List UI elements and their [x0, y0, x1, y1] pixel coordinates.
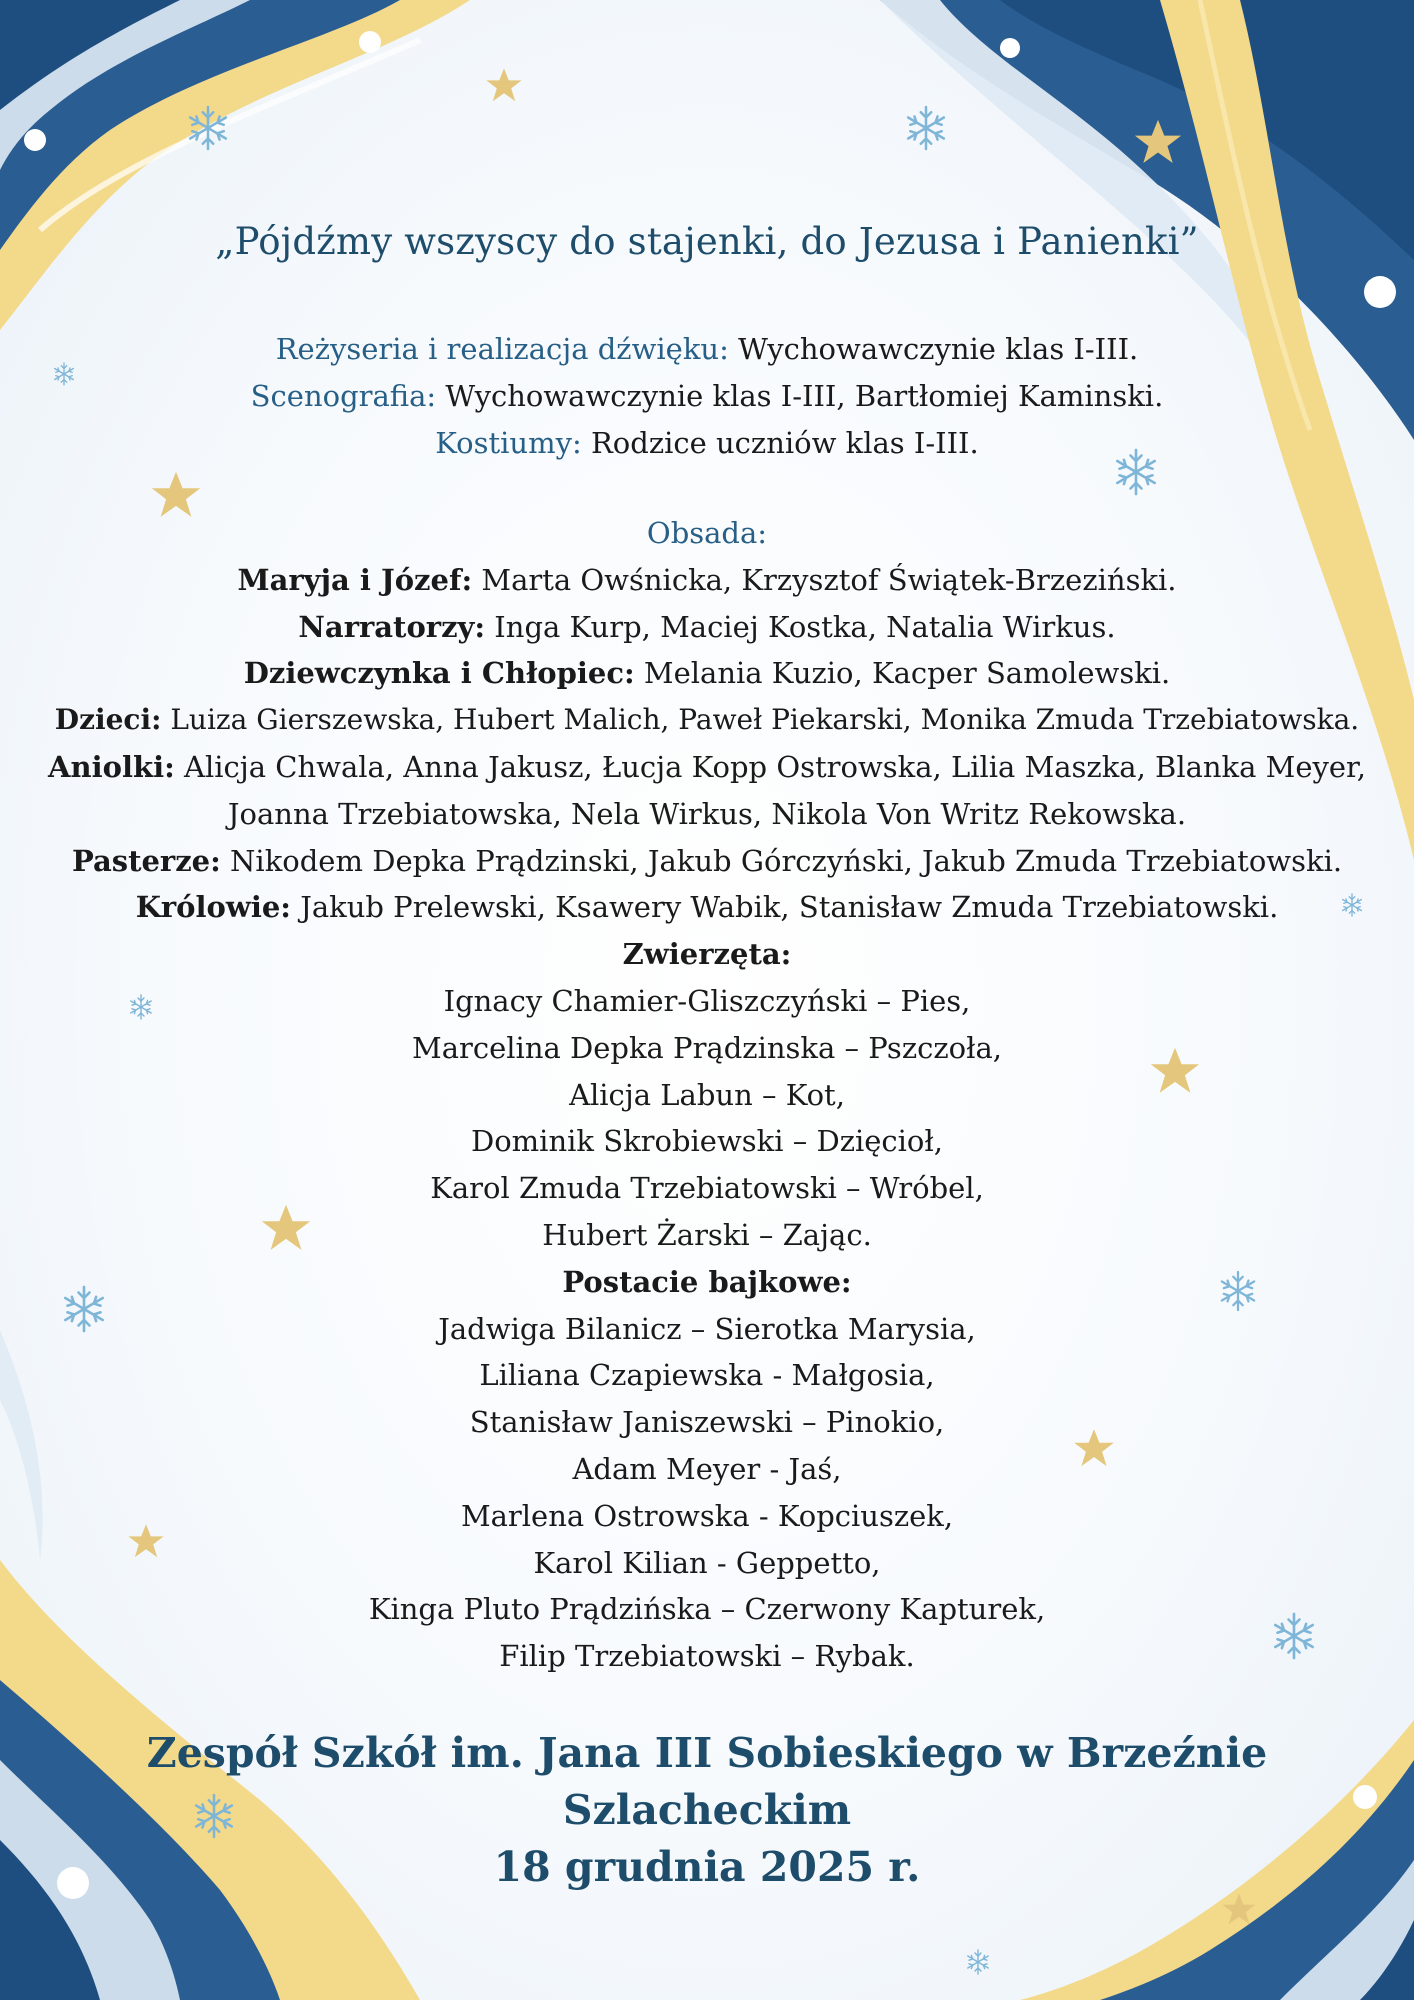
animal-item: Dominik Skrobiewski – Dzięcioł, — [470, 1124, 944, 1159]
credit-value: Wychowawczynie klas I-III, Bartłomiej Kaminski. — [436, 379, 1164, 413]
animal-item: Karol Zmuda Trzebiatowski – Wróbel, — [430, 1171, 984, 1206]
role-label: Dzieci: — [54, 703, 162, 737]
fairy-item: Kinga Pluto Prądzińska – Czerwony Kapturek, — [368, 1592, 1046, 1627]
credits-section — [40, 326, 1374, 467]
role-label: Dziewczynka i Chłopiec: — [243, 656, 635, 691]
fairy-item: Karol Kilian - Geppetto, — [533, 1545, 881, 1580]
credit-label: Kostiumy: — [435, 426, 582, 460]
role-label: Narratorzy: — [298, 609, 486, 644]
fairy-item: Jadwiga Bilanicz – Sierotka Marysia, — [438, 1311, 976, 1346]
role-value: Jakub Prelewski, Ksawery Wabik, Stanisław Zmuda Trzebiatowski. — [291, 890, 1279, 925]
credit-value: Wychowawczynie klas I-III. — [728, 332, 1139, 366]
cast-role — [40, 650, 1374, 697]
fairy-item: Liliana Czapiewska - Małgosia, — [479, 1358, 935, 1393]
credit-direction — [40, 326, 1374, 373]
role-label: Aniolki: — [48, 749, 175, 784]
cast-heading: Obsada: — [646, 516, 768, 550]
cast-role — [40, 838, 1374, 885]
credit-label: Scenografia: — [250, 379, 437, 413]
cast-role — [40, 744, 1374, 791]
role-label: Królowie: — [135, 890, 292, 925]
cast-role — [40, 604, 1374, 651]
event-date: 18 grudnia 2025 r. — [493, 1843, 921, 1891]
fairy-item: Filip Trzebiatowski – Rybak. — [499, 1639, 915, 1674]
fairy-item: Adam Meyer - Jaś, — [572, 1451, 842, 1486]
credit-costumes — [40, 420, 1374, 467]
role-value: Joanna Trzebiatowska, Nela Wirkus, Nikola Von Writz Rekowska. — [227, 796, 1187, 831]
role-label: Maryja i Józef: — [237, 562, 473, 597]
animals-heading: Zwierzęta: — [622, 937, 792, 972]
fairy-item: Marlena Ostrowska - Kopciuszek, — [460, 1498, 954, 1533]
role-value: Melania Kuzio, Kacper Samolewski. — [634, 656, 1171, 691]
fairy-heading: Postacie bajkowe: — [562, 1264, 852, 1299]
credit-label: Reżyseria i realizacja dźwięku: — [275, 332, 729, 366]
animal-item: Hubert Żarski – Zając. — [542, 1217, 872, 1252]
role-label: Pasterze: — [71, 843, 221, 878]
footer — [40, 1725, 1374, 1896]
credit-value: Rodzice uczniów klas I-III. — [581, 426, 979, 460]
cast-role-continued — [40, 791, 1374, 838]
cast-role — [40, 557, 1374, 604]
animal-item: Alicja Labun – Kot, — [569, 1077, 845, 1112]
page-title: „Pójdźmy wszyscy do stajenki, do Jezusa i Panienki” — [215, 220, 1199, 263]
role-value: Nikodem Depka Prądzinski, Jakub Górczyński, Jakub Zmuda Trzebiatowski. — [220, 843, 1343, 878]
fairy-item: Stanisław Janiszewski – Pinokio, — [469, 1405, 945, 1440]
cast-role — [40, 884, 1374, 931]
cast-role — [40, 697, 1374, 744]
role-value: Marta Owśnicka, Krzysztof Świątek-Brzeziński. — [472, 562, 1177, 597]
role-value: Luiza Gierszewska, Hubert Malich, Paweł Piekarski, Monika Zmuda Trzebiatowska. — [161, 703, 1360, 737]
credit-scenography — [40, 373, 1374, 420]
animal-item: Ignacy Chamier-Gliszczyński – Pies, — [443, 983, 971, 1018]
top-left-wave — [0, 0, 470, 330]
animal-item: Marcelina Depka Prądzinska – Pszczoła, — [412, 1030, 1002, 1065]
role-value: Alicja Chwala, Anna Jakusz, Łucja Kopp Ostrowska, Lilia Maszka, Blanka Meyer, — [174, 749, 1366, 784]
role-value: Inga Kurp, Maciej Kostka, Natalia Wirkus. — [485, 609, 1116, 644]
cast-section — [40, 510, 1374, 1680]
school-name: Zespół Szkół im. Jana III Sobieskiego w Brzeźnie Szlacheckim — [146, 1729, 1268, 1834]
